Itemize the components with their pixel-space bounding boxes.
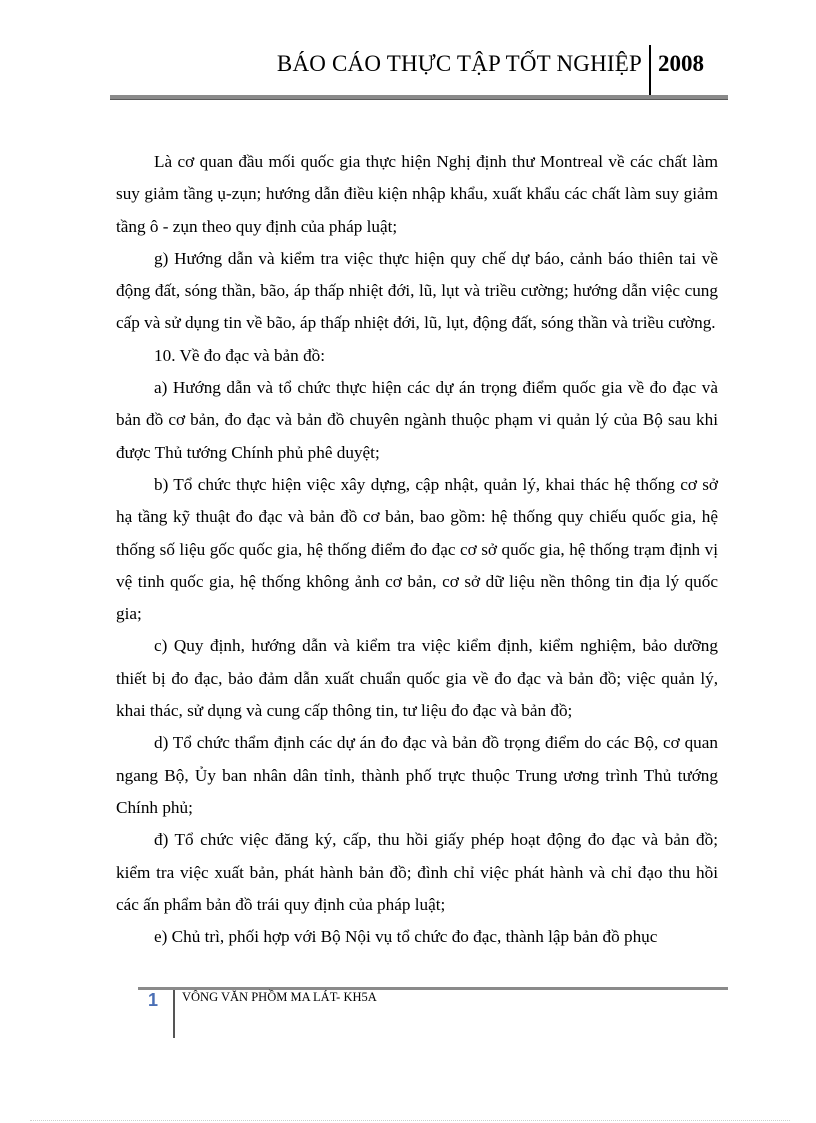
footer-separator: [173, 990, 175, 1038]
header-title: BÁO CÁO THỰC TẬP TỐT NGHIỆP: [276, 51, 642, 76]
paragraph: 10. Về đo đạc và bản đồ:: [154, 345, 326, 365]
page-bottom-border: [30, 1120, 790, 1121]
header-separator: [649, 45, 651, 95]
page-number: 1: [148, 990, 159, 1010]
paragraph: g) Hướng dẫn và kiểm tra việc thực hiện quy chế dự báo, cảnh báo thiên tai về động đất, sóng thần, bão, áp thấp nhiệt đới, lũ, lụt và triều cường; hướng dẫn việc cung cấp và sử dụng tin về bão, áp thấp nhiệt đới, lũ, lụt, động đất, sóng thần và triều cường.: [116, 248, 718, 333]
paragraph: e) Chủ trì, phối hợp với Bộ Nội vụ tổ chức đo đạc, thành lập bản đồ phục: [154, 927, 658, 947]
page-header: [110, 45, 724, 95]
paragraph: c) Quy định, hướng dẫn và kiểm tra việc kiểm định, kiểm nghiệm, bảo dưỡng thiết bị đo đạc, bảo đảm dẫn xuất chuẩn quốc gia về đo đạc và bản đồ; việc quản lý, khai thác, sử dụng và cung cấp thông tin, tư liệu đo đạc và bản đồ;: [116, 636, 718, 721]
header-rule: [110, 95, 728, 100]
paragraph: Là cơ quan đầu mối quốc gia thực hiện Nghị định thư Montreal về các chất làm suy giảm tầng ụ-zụn; hướng dẫn điều kiện nhập khẩu, xuất khẩu các chất làm suy giảm tầng ô - zụn theo quy định của pháp luật;: [116, 152, 718, 236]
paragraph: b) Tổ chức thực hiện việc xây dựng, cập nhật, quản lý, khai thác hệ thống cơ sở hạ tầng kỹ thuật đo đạc và bản đồ cơ bản, bao gồm: hệ thống quy chiếu quốc gia, hệ thống số liệu gốc quốc gia, hệ thống điểm đo đạc cơ sở quốc gia, hệ thống trạm định vị vệ tinh quốc gia, hệ thống không ảnh cơ bản, cơ sở dữ liệu nền thông tin địa lý quốc gia;: [116, 474, 718, 624]
body-text: [116, 146, 718, 953]
paragraph: a) Hướng dẫn và tổ chức thực hiện các dự án trọng điểm quốc gia về đo đạc và bản đồ cơ bản, đo đạc và bản đồ chuyên ngành thuộc phạm vi quản lý của Bộ sau khi được Thủ tướng Chính phủ phê duyệt;: [116, 378, 718, 462]
header-year: 2008: [658, 51, 704, 76]
paragraph: d) Tổ chức thẩm định các dự án đo đạc và bản đồ trọng điểm do các Bộ, cơ quan ngang Bộ, Ủy ban nhân dân tỉnh, thành phố trực thuộc Trung ương trình Thủ tướng Chính phủ;: [116, 733, 718, 817]
footer-author: VÔNG VĂN PHỒM MA LÁT- KH5A: [182, 990, 377, 1004]
paragraph: đ) Tổ chức việc đăng ký, cấp, thu hồi giấy phép hoạt động đo đạc và bản đồ; kiểm tra việc xuất bản, phát hành bản đồ; đình chỉ việc phát hành và chỉ đạo thu hồi các ấn phẩm bản đồ trái quy định của pháp luật;: [116, 830, 718, 914]
